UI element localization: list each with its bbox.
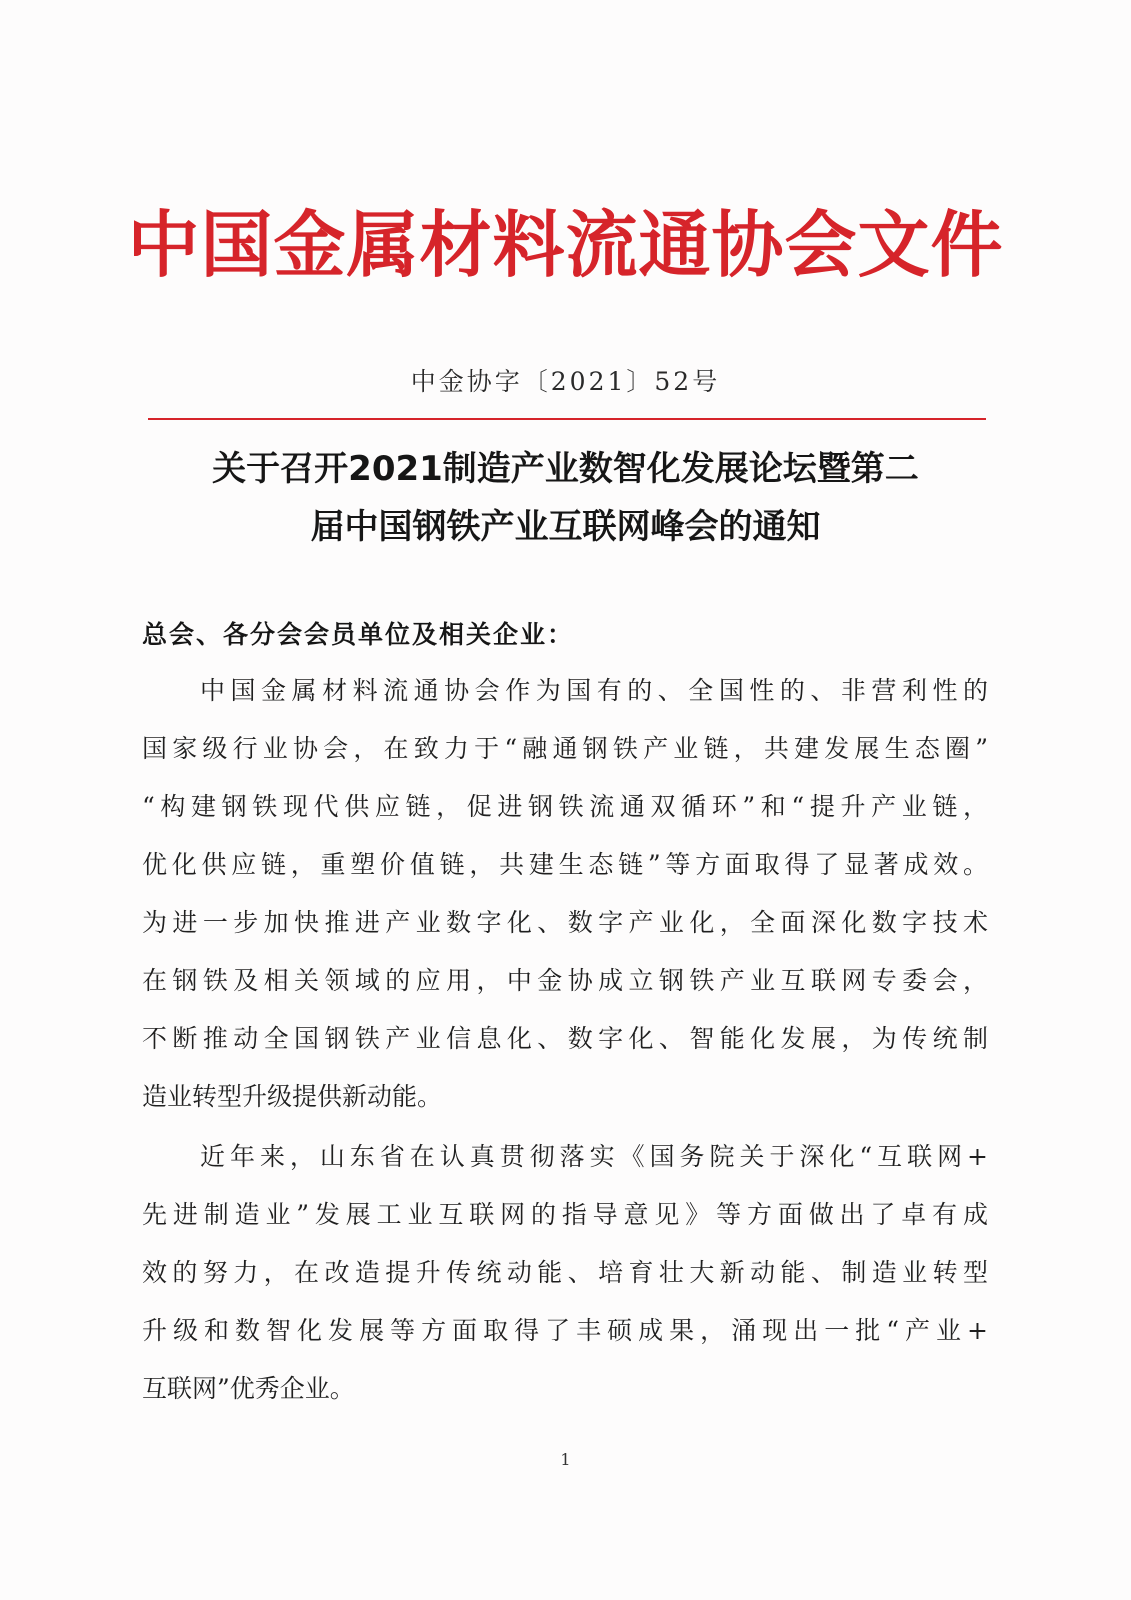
paragraph-line: 造业转型升级提供新动能。	[142, 1082, 443, 1111]
paragraph-line: 国家级行业协会，在致力于“融通钢铁产业链，共建发展生态圈”	[142, 734, 988, 763]
paragraph-line: 为进一步加快推进产业数字化、数字产业化，全面深化数字技术	[142, 908, 988, 937]
paragraph-line: 不断推动全国钢铁产业信息化、数字化、智能化发展，为传统制	[142, 1024, 988, 1053]
paragraph-line: 升级和数智化发展等方面取得了丰硕成果，涌现出一批“产业+	[142, 1316, 988, 1345]
notice-title	[130, 440, 1001, 556]
paragraph-line: 在钢铁及相关领域的应用，中金协成立钢铁产业互联网专委会，	[142, 966, 988, 995]
page-number: 1	[560, 1450, 571, 1469]
paragraph-1	[142, 662, 988, 1126]
notice-title-line-1: 关于召开2021制造产业数智化发展论坛暨第二	[212, 449, 919, 489]
paragraph-line: 互联网”优秀企业。	[142, 1374, 355, 1403]
paragraph-2	[142, 1128, 988, 1418]
paragraph-line: 优化供应链，重塑价值链，共建生态链”等方面取得了显著成效。	[142, 850, 988, 879]
paragraph-line: 先进制造业”发展工业互联网的指导意见》等方面做出了卓有成	[142, 1200, 988, 1229]
notice-title-line-2: 届中国钢铁产业互联网峰会的通知	[310, 507, 821, 547]
paragraph-line: 效的努力，在改造提升传统动能、培育壮大新动能、制造业转型	[142, 1258, 988, 1287]
masthead-title: 中国金属材料流通协会文件	[127, 203, 1004, 287]
paragraph-line: “构建钢铁现代供应链，促进钢铁流通双循环”和“提升产业链，	[142, 792, 988, 821]
salutation: 总会、各分会会员单位及相关企业：	[142, 620, 575, 649]
paragraph-line: 中国金属材料流通协会作为国有的、全国性的、非营利性的	[200, 676, 988, 705]
paragraph-line: 近年来，山东省在认真贯彻落实《国务院关于深化“互联网+	[200, 1142, 988, 1171]
document-number: 中金协字〔2021〕52号	[410, 367, 721, 396]
red-divider-line	[148, 418, 986, 420]
